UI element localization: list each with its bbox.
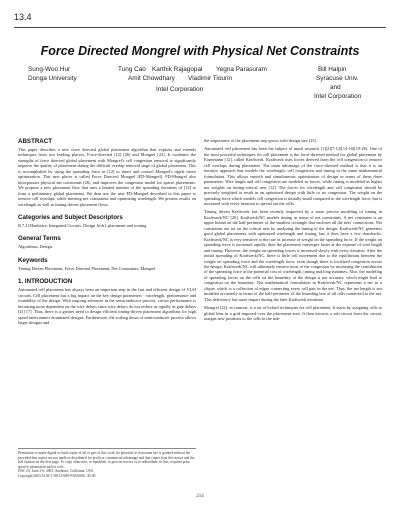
copyright-footnote bbox=[18, 448, 196, 479]
author-affiliation: Intel Corporation bbox=[314, 93, 362, 100]
author-name: Sung-Woo Hur bbox=[28, 66, 71, 73]
footnote-copyright: Copyright 2003 ACM 1-58113-688-9/03/0006...$5.00 bbox=[18, 473, 96, 478]
author-affiliation: and bbox=[330, 84, 341, 91]
keywords-heading: Keywords bbox=[18, 256, 48, 264]
author-name: Karthik Rajagopal bbox=[152, 66, 203, 73]
general-terms-heading: General Terms bbox=[18, 235, 61, 243]
author-name: Amit Chowdhary bbox=[128, 75, 175, 82]
author-name: Yegna Parasuram bbox=[216, 66, 267, 73]
categories-heading: Categories and Subject Descriptors bbox=[18, 213, 123, 221]
general-terms-text: Algorithms, Design. bbox=[18, 244, 53, 250]
author-affiliation: Intel Corporation bbox=[156, 86, 204, 93]
footnote-conference: DAC 03, June 2-6, 2003, Anaheim, California, USA bbox=[18, 469, 94, 474]
author-name: Vladimir Tiourin bbox=[188, 75, 233, 82]
author-affiliation: Donga University bbox=[28, 75, 77, 82]
body-paragraph: Timing driven Kraftwerk has been recently improved by a more precise modeling of timing in Kraftwerk/NC [26]. Kraftwerk/NC models timing in terms of net constraints. A net constraint is an upper bound on the half-perimeter of the smallest rectangle that encloses all the nets' connections. Net constraints are set on the critical nets by analyzing the timing of the design. Kraftwerk/NC generates good global placements with optimized wirelength and timing, but it does have a few drawbacks. Kraftwerk/NC is very sensitive to the rate of increase of weight on the spreading force. If the weight on spreading force is increased rapidly, then the placement converges faster at the expense of wire length and timing. However, the weight on spreading forces is increased slowly with every iteration. After the initial spreading of Kraftwerk/NC, there is little cell movement due to the equilibrium between the weight on spreading force and the wirelength force, even though there is localized congestion across the design. Kraftwerk/NC will ultimately remove most of the congestion by increasing the contribution of the spreading force at the potential cost of wirelength, timing and long runtimes. Also, the modeling of spreading forces on the cells on the boundary of the design is not accurate, which might lead to congestion on the boundary. The mathematical formulation in Kraftwerk/NC represents a net as a clique, which is a collection of edges connecting every cell pair in the net. Thus, the net length is not modeled accurately in terms of the half-perimeter of the bounding box of all cells connected to the net. This deficiency has more impact during the later Kraftwerk iterations. bbox=[204, 209, 382, 302]
introduction-heading: 1. INTRODUCTION bbox=[18, 278, 73, 286]
body-paragraph: Automated cell placement has been the subject of much research [1][2][7-12][14-16][19-26]. One of the most powerful techniques for cell placement is the force-directed method for global placement by Eisenmann [12], called Kraftwerk. Kraftwerk uses forces derived from the cell congestion to remove cell overlaps during placement. The main advantage of the force-directed method is that it is an iterative approach that models the wirelength, cell congestion and timing in the same mathematical formulation. This allows smooth and simultaneous optimization of design in terms of these three parameters. Wire length and cell congestion are modeled as forces, while timing is modeled as higher net weights on timing-critical nets [12]. The forces for wirelength and cell congestion should be precisely weighted to result in an optimized design with little or no congestion. The weight on the spreading force which models cell congestion is initially small compared to the wirelength force, but is increased with every iteration to spread out the cells. bbox=[204, 146, 382, 206]
categories-text: B.7.2 [Hardware, Integrated Circuits, Design Aids]: placement and routing bbox=[18, 222, 147, 228]
author-name: Tung Cao bbox=[118, 66, 146, 73]
section-number: 13.4 bbox=[14, 12, 32, 22]
paper-title: Force Directed Mongrel with Physical Net Constraints bbox=[40, 44, 360, 58]
header-rule bbox=[14, 27, 386, 28]
right-column bbox=[204, 138, 382, 325]
introduction-text: Automated cell placement has always been an important step in the fast and efficient design of VLSI circuits. Cell placement has a big impact on the key design parameters - wirelength, performance and routability of the design. With ongoing advances in the semiconductor process, circuit performance is becoming more dependent on the wire delays since wire delays do not reduce as rapidly as gate delays [4] [17]. Thus, there is a greater need to design efficient timing-driven placement algorithms for high speed interconnect dominated designs. Furthermore, the scaling down of semiconductor process allows larger designs and bbox=[18, 287, 196, 326]
abstract-heading: ABSTRACT bbox=[18, 138, 53, 145]
keywords-text: Timing Driven Placement, Force Directed Placement, Net Constraints, Mongrel bbox=[18, 265, 156, 271]
body-paragraph: Mongrel [22], in contrast, is a set of hybrid techniques for cell placement. It starts by assigning cells to global bins in a grid imposed over the placement area. It then extracts a sub-circuit from the circuit, assigns new positions to the cells in the sub- bbox=[204, 305, 382, 322]
abstract-text: This paper describes a new force directed global placement algorithm that exploits and extends techniques from two leading placers, Force-directed [12] [26] and Mongrel [22]. It combines the strengths of force directed global placement with Mongrel's cell congestion removal to significantly improve the quality of placement during the difficult overlap removal stage of global placement. This is accomplished by using the spreading force in [12] to direct and control Mongrel's ripple move optimization. This new placer is called Force Directed Mongrel (FD-Mongrel). FD-Mongrel also incorporates physical net constraints [26], and improves the congestion model for sparse placements. We propose a new placement flow that uses a limited number of the spreading iterations of [12] to form a preliminary global placement. We then use the new FD-Mongrel described in this paper to remove cell overlaps, while meeting net constraints and optimizing wirelength. We present results on wirelength as well as timing driven placement flows. bbox=[18, 147, 196, 207]
body-paragraph: the importance of the placement step grows with design size [25]. bbox=[204, 138, 317, 143]
author-affiliation: Syracuse Univ. bbox=[316, 75, 359, 82]
footnote-permission: Permission to make digital or hard copies of all or part of this work for personal or classroom use is granted without fee provided that copies are not made or distributed for profit or commercial advantage and that copies bear this notice and the full citation on the first page. To copy otherwise, or republish, to post on servers or to redistribute to lists, requires prior specific permission and/or a fee. bbox=[18, 451, 195, 469]
page-number: 214 bbox=[196, 494, 204, 499]
left-column bbox=[18, 138, 196, 329]
author-name: Bill Halpin bbox=[318, 66, 347, 73]
